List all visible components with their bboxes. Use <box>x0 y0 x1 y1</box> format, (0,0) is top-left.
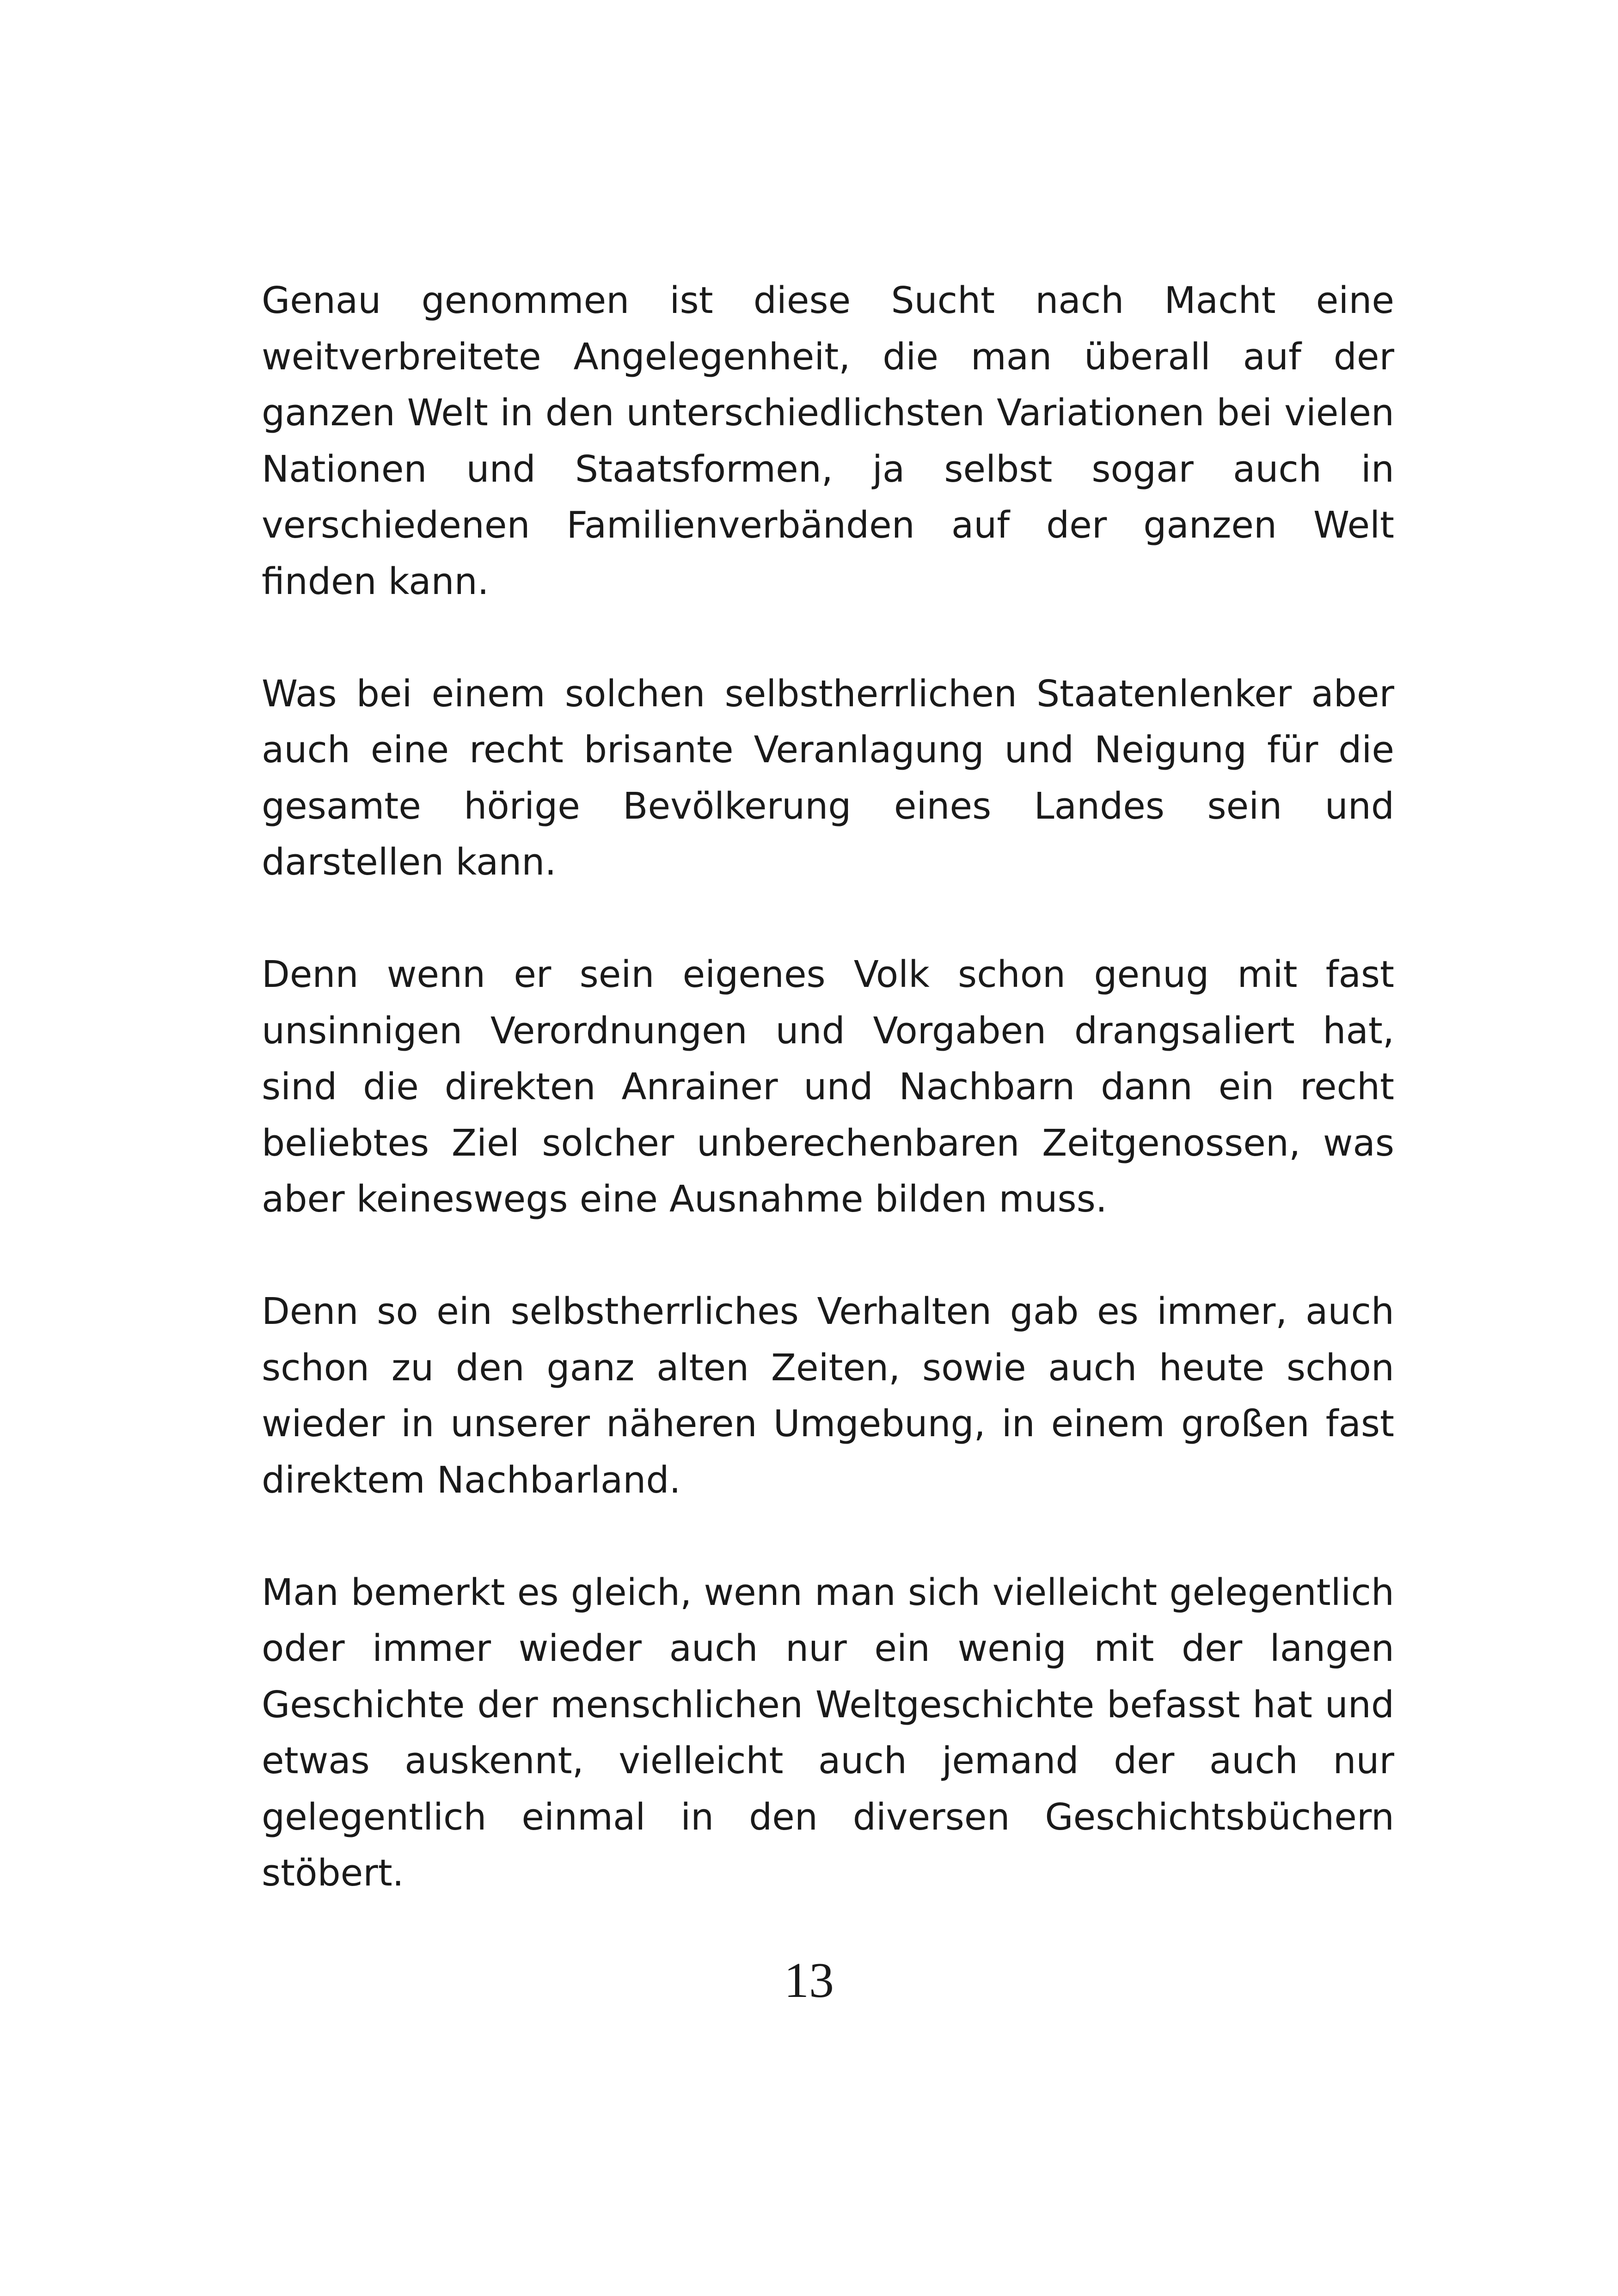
body-text <box>262 273 1394 1902</box>
page-number: 13 <box>784 1953 834 2008</box>
paragraph-3: Denn wenn er sein eigenes Volk schon genug mit fast unsinnigen Verordnungen und Vorgaben drangsaliert hat, sind die direkten Anrainer und Nachbarn dann ein recht beliebtes Ziel solcher unberechenbaren Zeitgenossen, was aber keineswegs eine Ausnahme bilden muss. <box>262 953 1394 1220</box>
paragraph-5: Man bemerkt es gleich, wenn man sich vielleicht gelegentlich oder immer wieder auch nur ein wenig mit der langen Geschichte der menschlichen Weltgeschichte befasst hat und etwas auskennt, vielleicht auch jemand der auch nur gelegentlich einmal in den diversen Geschichtsbüchern stöbert. <box>262 1571 1394 1894</box>
paragraph-4: Denn so ein selbstherrliches Verhalten gab es immer, auch schon zu den ganz alten Zeiten, sowie auch heute schon wieder in unserer näheren Umgebung, in einem großen fast direktem Nachbarland. <box>262 1290 1394 1501</box>
paragraph-1: Genau genommen ist diese Sucht nach Macht eine weitverbreitete Angelegenheit, die man überall auf der ganzen Welt in den unterschiedlichsten Variationen bei vielen Nationen und Staatsformen, ja selbst sogar auch in verschiedenen Familienverbänden auf der ganzen Welt finden kann. <box>262 279 1394 603</box>
paragraph-2: Was bei einem solchen selbstherrlichen Staatenlenker aber auch eine recht brisante Veranlagung und Neigung für die gesamte hörige Bevölkerung eines Landes sein und darstellen kann. <box>262 672 1394 883</box>
